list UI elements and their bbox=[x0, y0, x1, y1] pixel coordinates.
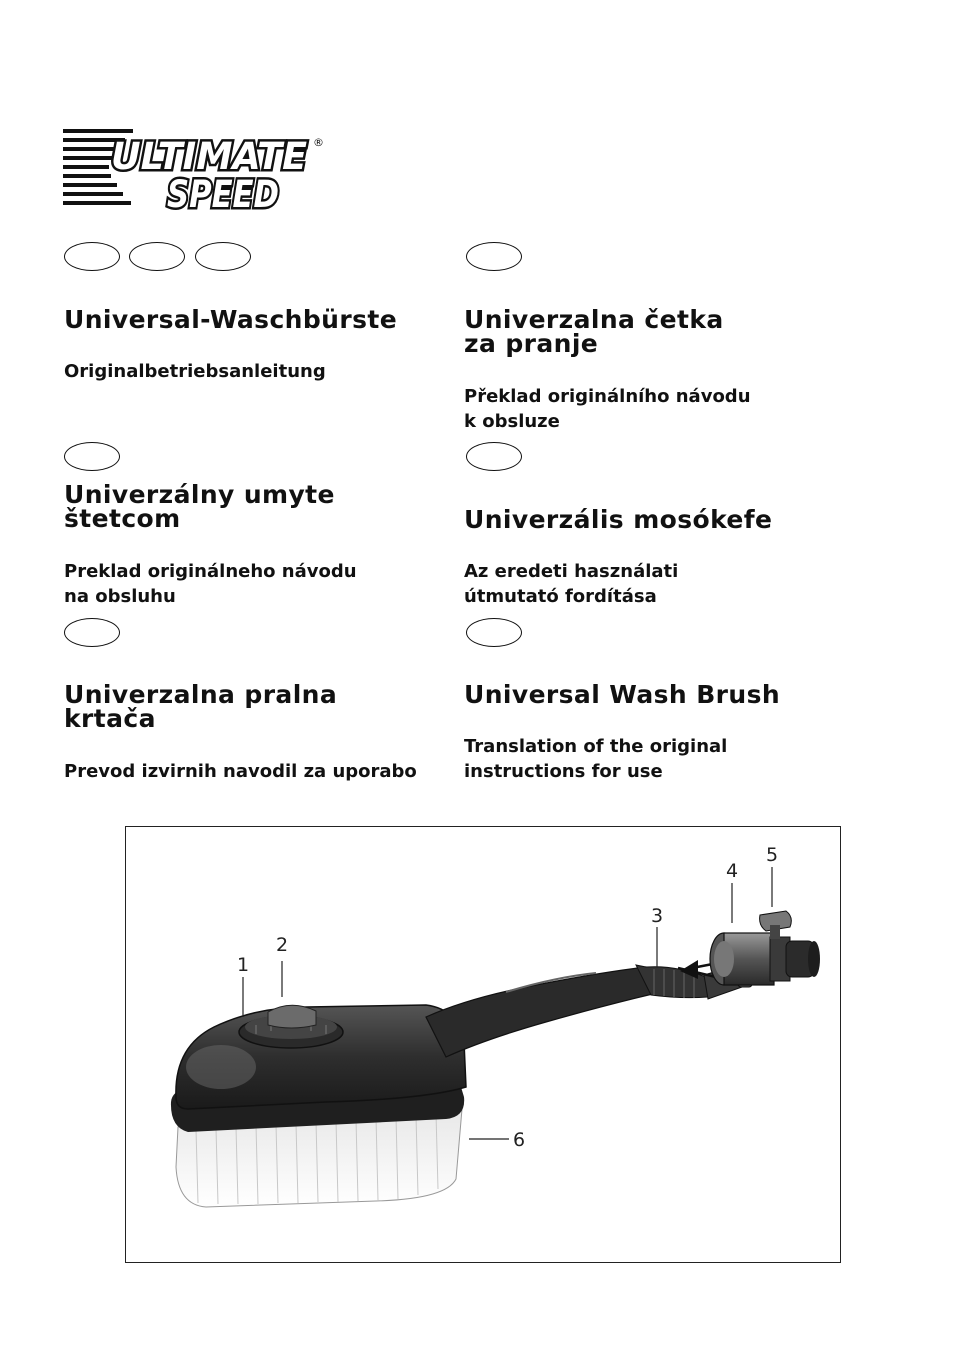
product-illustration bbox=[125, 826, 841, 1263]
section-subtitle-cz-text: Překlad originálního návodu k obsluze bbox=[464, 386, 751, 432]
callout-6: 6 bbox=[513, 1129, 526, 1151]
language-oval bbox=[195, 242, 251, 271]
section-subtitle-de: Originalbetriebsanleitung bbox=[64, 361, 326, 382]
brand-logo bbox=[63, 124, 328, 214]
handle bbox=[426, 967, 661, 1057]
brand-logo-line2: SPEED bbox=[167, 173, 279, 214]
section-subtitle-hu bbox=[464, 559, 678, 609]
language-oval bbox=[466, 618, 522, 647]
section-subtitle-cz bbox=[464, 384, 751, 434]
section-subtitle-hu-text: Az eredeti használati útmutató fordítása bbox=[464, 561, 679, 607]
valve-stem bbox=[770, 925, 780, 939]
section-title-si bbox=[64, 680, 338, 733]
section-title-cz bbox=[464, 305, 724, 358]
callout-3: 3 bbox=[651, 905, 664, 927]
language-oval bbox=[64, 618, 120, 647]
section-title-cz-text: Univerzalna četka za pranje bbox=[464, 305, 724, 358]
hose-coupling bbox=[710, 933, 820, 985]
section-subtitle-sk bbox=[64, 559, 357, 609]
language-oval bbox=[64, 242, 120, 271]
brand-logo-line1: ULTIMATE bbox=[111, 135, 307, 178]
section-title-de: Universal-Waschbürste bbox=[64, 305, 398, 334]
lid-knob bbox=[268, 1005, 316, 1028]
brand-logo-graphic bbox=[63, 124, 328, 214]
callout-2: 2 bbox=[276, 934, 289, 956]
language-oval bbox=[129, 242, 185, 271]
callout-5: 5 bbox=[766, 844, 779, 866]
wash-brush-drawing bbox=[126, 827, 842, 1264]
housing-highlight bbox=[186, 1045, 256, 1089]
registered-mark: ® bbox=[313, 136, 324, 149]
section-subtitle-sk-text: Preklad originálneho návodu na obsluhu bbox=[64, 561, 357, 607]
language-oval bbox=[466, 242, 522, 271]
section-title-sk bbox=[64, 480, 335, 533]
section-subtitle-en-text: Translation of the original instructions for use bbox=[464, 736, 728, 782]
section-subtitle-en bbox=[464, 734, 727, 784]
callout-4: 4 bbox=[726, 860, 739, 882]
section-title-sk-text: Univerzálny umyte štetcom bbox=[64, 480, 335, 533]
section-title-si-text: Univerzalna pralna krtača bbox=[64, 680, 338, 733]
callout-1: 1 bbox=[237, 954, 250, 976]
section-title-en: Universal Wash Brush bbox=[464, 680, 781, 709]
section-subtitle-si: Prevod izvirnih navodil za uporabo bbox=[64, 761, 417, 782]
section-title-hu: Univerzális mosókefe bbox=[464, 505, 773, 534]
language-oval bbox=[64, 442, 120, 471]
language-oval bbox=[466, 442, 522, 471]
